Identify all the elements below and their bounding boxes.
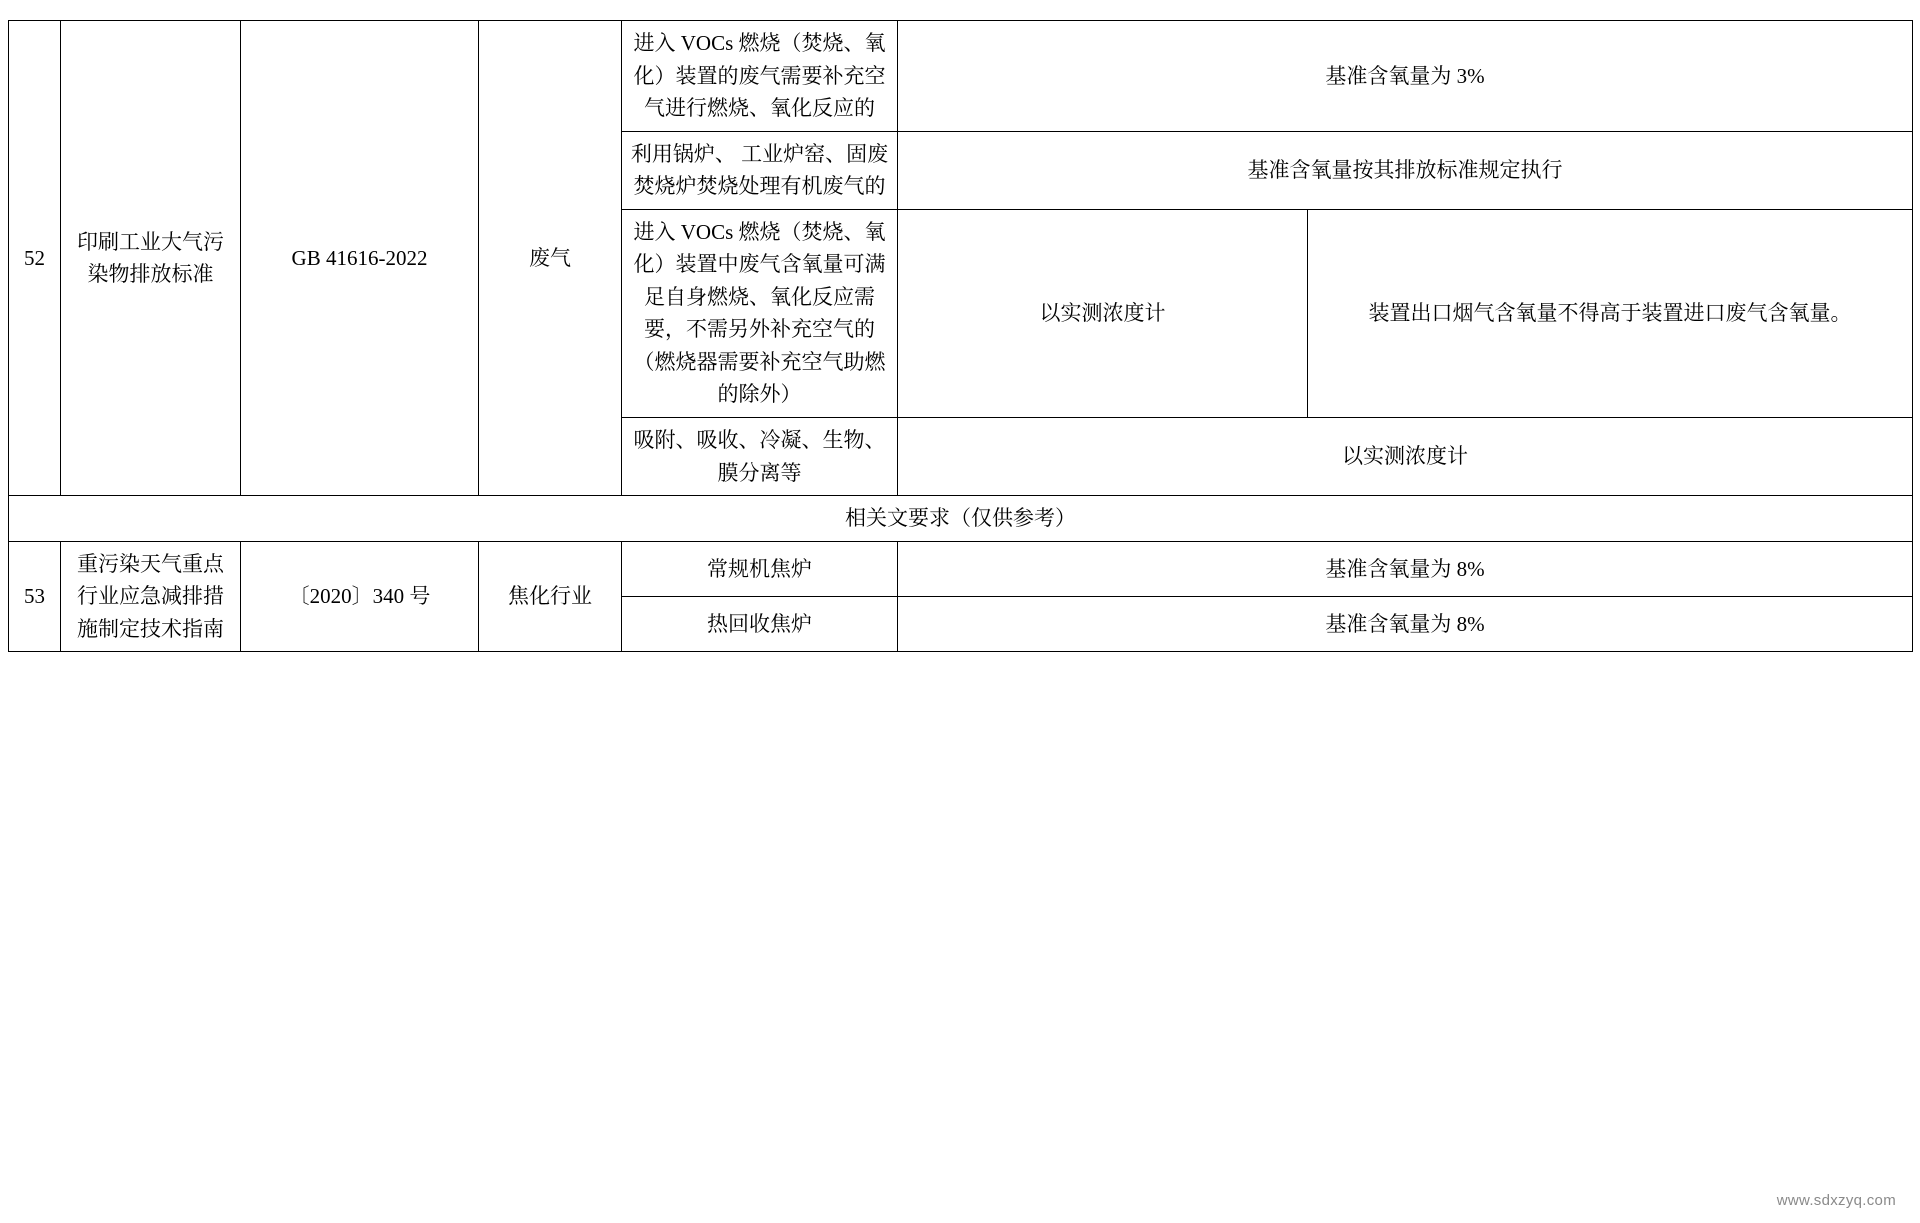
value-cell: 基准含氧量为 8%	[898, 541, 1913, 596]
standard-code-53: 〔2020〕340 号	[241, 541, 479, 652]
condition-cell: 吸附、吸收、冷凝、生物、膜分离等	[622, 418, 898, 496]
value-cell: 基准含氧量为 3%	[898, 21, 1913, 132]
table-row	[9, 541, 1913, 596]
row-number-52: 52	[9, 21, 61, 496]
standard-name-53: 重污染天气重点行业应急减排措施制定技术指南	[61, 541, 241, 652]
table-row	[9, 21, 1913, 132]
standard-type-53: 焦化行业	[479, 541, 622, 652]
standard-name-52: 印刷工业大气污染物排放标准	[61, 21, 241, 496]
row-number-53: 53	[9, 541, 61, 652]
standard-type-52: 废气	[479, 21, 622, 496]
watermark: www.sdxzyq.com	[1776, 1192, 1896, 1209]
standards-table	[8, 20, 1913, 652]
standard-code-52: GB 41616-2022	[241, 21, 479, 496]
value-cell: 基准含氧量按其排放标准规定执行	[898, 131, 1913, 209]
condition-cell: 进入 VOCs 燃烧（焚烧、氧化）装置的废气需要补充空气进行燃烧、氧化反应的	[622, 21, 898, 132]
value-cell: 基准含氧量为 8%	[898, 596, 1913, 651]
table-section-row	[9, 496, 1913, 542]
condition-cell: 常规机焦炉	[622, 541, 898, 596]
condition-cell: 热回收焦炉	[622, 596, 898, 651]
value-cell: 以实测浓度计	[898, 209, 1308, 417]
condition-cell: 利用锅炉、 工业炉窑、固废焚烧炉焚烧处理有机废气的	[622, 131, 898, 209]
value-cell-secondary: 装置出口烟气含氧量不得高于装置进口废气含氧量。	[1308, 209, 1913, 417]
section-title: 相关文要求（仅供参考）	[9, 496, 1913, 542]
condition-cell: 进入 VOCs 燃烧（焚烧、氧化）装置中废气含氧量可满足自身燃烧、氧化反应需要，不需另外补充空气的（燃烧器需要补充空气助燃的除外）	[622, 209, 898, 417]
value-cell: 以实测浓度计	[898, 418, 1913, 496]
